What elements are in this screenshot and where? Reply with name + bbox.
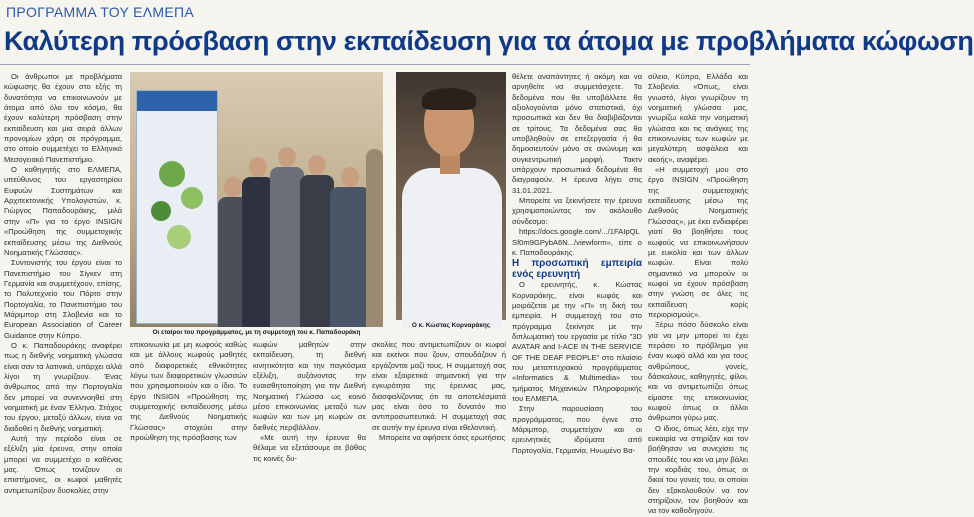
paragraph: Συντονιστής του έργου είναι το Πανεπιστήμιο του Σίγκεν στη Γερμανία και συμμετέχουν, επίσης, το Πολυτεχνείο του Πόρτο στην Πορτογαλία, το Πανεπιστήμιο του Μάριμπορ στη Σλοβενία και το European Association of Career Guidance στην Κύπρο. — [4, 258, 122, 340]
paragraph: Μπορείτε να αφήσετε όσες ερωτήσεις — [379, 433, 506, 443]
article-column-1 — [4, 72, 122, 495]
section-subhead: Η προσωπική εμπειρία ενός ερευνητή — [512, 258, 642, 281]
paragraph: «Με αυτή την έρευνα θα θέλαμε να εξετάσουμε σε βάθος τις κοινές δυ- — [253, 433, 366, 463]
paragraph: Ο ερευνητής, κ. Κώστας Κορναράκης, είναι κωφός και μοιράζεται με την «Π» τη δική του εμπειρία. Η συμμετοχή του στο πρόγραμμα ξεκίνησε με την διπλωματική του εργασία με τίτλο "3D AVATAR and I-ACE IN THE SERVICE OF THE DEAF PEOPLE" στο πλαίσιο του μεταπτυχιακού προγράμματος «Informatics & Multimedia» του τμήματος Μηχανικών Πληροφορικής του ΕΛΜΕΠΑ. — [512, 280, 642, 403]
header-divider — [0, 64, 750, 65]
paragraph: Οι άνθρωποι με προβλήματα κώφωσης θα έχουν στο εξής τη δυνατότητα να επικοινωνούν με άτομα από όλο τον κόσμο, θα έχουν καλύτερη πρόσβαση στην εκπαίδευση και μια σειρά άλλων προνομίων χάρη σε πρόγραμμα, στο οποίο συμμετέχει το Ελληνικό Μεσογειακό Πανεπιστήμιο. — [4, 72, 122, 164]
article-column-4 — [372, 340, 506, 443]
paragraph: Ο καθηγητής στο ΕΛΜΕΠΑ, υπεύθυνος του εργαστηρίου Ευφυών Συστημάτων και Αρχιτεκτονικής Υπολογιστών, κ. Γιώργος Παπαδουράκης, μιλά στην «Π» για το έργο INSIGN «Προώθηση της συμμετοχικής εκπαίδευσης μέσω της Διεθνούς Νοηματικής Γλώσσας». — [4, 165, 122, 257]
paragraph: «Η συμμετοχή μου στο έργο INSIGN «Προώθηση της συμμετοχικής εκπαίδευσης μέσω της Διεθνούς Νοηματικής Γλώσσας», με έκει ενδιαφέρει γιατί θα βοηθήσει τους κωφούς να επικοινωνήσουν με ευκολία και των άλλων κωφών. Είναι πολύ σημαντικό να μπορούν οι κωφοί να έχουν πρόσβαση στην γνώση σε όλες τις εκπαίδευση κορίς περιορισμούς». — [648, 165, 748, 319]
paragraph: κωφών μαθητών στην εκπαίδευση, τη διεθνή κινητικότητα και την παγκόσμια εξέλιξη, αυξάνοντας την ευαισθητοποίηση για την Διεθνή Νοηματική Γλώσσα ως κοινό μέσο επικοινωνίας μεταξύ των κωφών και των μη κωφών σε διεθνές περιβάλλον. — [253, 340, 366, 432]
paragraph: Ο κ. Παπαδουράκης αναφέρει πως η διεθνής νοηματική γλώσσα είναι σαν τα λατινικά, υπάρχει αλλά λίγοι τη γνωρίζουν. Ένας άνθρωπος από την Πορτογαλία δεν μπορεί να συνεννοηθεί στη νοηματική με έναν Έλληνα. Στόχος του έργου, μεταξύ άλλων, είναι να διαδοθεί η διεθνής νοηματική. — [4, 340, 122, 433]
paragraph: θέλετε αναπάντητες ή ακόμη και να αρνηθείτε να συμμετάσχετε. Τα δεδομένα που θα υποβάλλετε θα αξιολογούνται μόνο στατιστικά, όχι προσωπικά και δεν θα διαβιβάζονται σε τρίτους. Τα δεδομένα σας θα υποβληθούν σε επεξεργασία ή θα δημοσιευτούν μόνο σε ανώνυμη και συγκεντρωτική μορφή. Τακτν υπάρχουν προσωπικά δεδομένα θα διαγραφούν. Η έρευνα λήγει στις 31.01.2021. — [512, 72, 642, 195]
partners-group-photo — [130, 72, 383, 327]
article-headline: Καλύτερη πρόσβαση στην εκπαίδευση για τα άτομα με προβλήματα κώφωση — [4, 26, 974, 56]
article-column-2 — [130, 340, 247, 443]
paragraph: Μπορείτε να ξεκινήσετε την έρευνα χρησιμοποιώντας τον ακόλουθο σύνδεσμο: — [512, 196, 642, 226]
paragraph: σκολίες που αντιμετωπίζουν οι κωφοί και εκείνοι που ζουν, σπουδάζουν ή εργάζονται μαζί τους. Η συμμετοχή σας είναι εξαιρετικά σημαντική για την εγκυρότητα της έρευνας μας, διασφαλίζοντας ότι τα αποτελέσματά μας είναι όσο το δυνατόν πιο αντιπροσωπευτικά. Η συμμετοχή σας σε αυτήν την έρευνα είναι εθελοντική. — [372, 340, 506, 432]
photo-caption-partners: Οι εταίροι του προγράμματος, με τη συμμετοχή του κ. Παπαδουράκη — [152, 329, 361, 336]
project-rollup-banner — [136, 90, 218, 324]
article-column-3 — [253, 340, 366, 463]
article-column-5 — [512, 72, 642, 455]
article-column-6 — [648, 72, 748, 516]
paragraph: Αυτή την περίοδο είναι σε εξέλιξη μία έρευνα, στην οποία μπορεί να συμμετέχει ο καθένας μας. Όπως τονίζουν οι επιστήμονες, οι κωφοί μαθητές αντιμετωπίζουν δυσκολίες στην — [4, 434, 122, 495]
researcher-portrait-photo — [396, 72, 506, 320]
photo-caption-researcher: Ο κ. Κώστας Κορναράκης — [411, 322, 491, 329]
paragraph: Στην παρουσίαση του προγράμματος, που έγινε στο Μάριμπορ, συμμετείχαν και οι ερευνητικές ιδρύματα από Πορτογαλία, Γερμανία, Ηνωμένο Βα- — [512, 404, 642, 455]
paragraph: επικοινωνία με μη κωφούς καθώς και με άλλους κωφούς μαθητές από διαφορετικές εθνικότητες λόγω των διαφορετικών γλωσσών που χρησιμοποιούν και ο ίδιο. Το έργο INSIGN «Προώθηση της συμμετοχικής εκπαίδευσης μέσω της Διεθνούς Νοηματικής Γλώσσας» στοχεύει στην προώθηση της πρόσβασης των — [130, 340, 247, 443]
paragraph: σίλειο, Κύπρο, Ελλάδα και Σλοβενία. «Όπως, είναι γνωστό, λίγοι γνωρίζουν τη νοηματική γλώσσα μας, γνωρίζω καλά την νοηματική γλώσσα και τις ανάγκες της επικοινωνίας των κωφών με μεγαλύτερη ασφάλεια και ακοής», αναφέρει. — [648, 72, 748, 164]
survey-link: https://docs.google.com/.../1FAIpQLSf0m9GPybA6N.../viewform», είπε ο κ. Παπαδουράκης. — [512, 227, 642, 257]
article-kicker: ΠΡΟΓΡΑΜΜΑ ΤΟΥ ΕΛΜΕΠΑ — [6, 4, 195, 20]
paragraph: Ο ίδιος, όπως λέει, είχε την ευκαιρία να στηρίζαν και τον βοήθησαν να συνεχίσει τις σπουδές του και να μην βάλει την κορδιάς του, όπως οι δικοί του γονείς του, οι οποίοι δεν εξακολουθούν να τον στηρίζουν, τον βοηθούν και να τον καθοδηγούν. — [648, 423, 748, 516]
paragraph: Ξέρω πόσο δύσκολο είναι για να μην μπορεί το έχει περάσει το πρόβλημα για έναν κωφό αλλά και για τους ανθρώπους, γονείς, δάσκαλους, καθηγητές, φίλοι, και να αντιμετωπίζει όπως είμαστε της επικοινωνίας κωφού όπως οι άλλοι άνθρωποι γύρω μας. — [648, 320, 748, 423]
